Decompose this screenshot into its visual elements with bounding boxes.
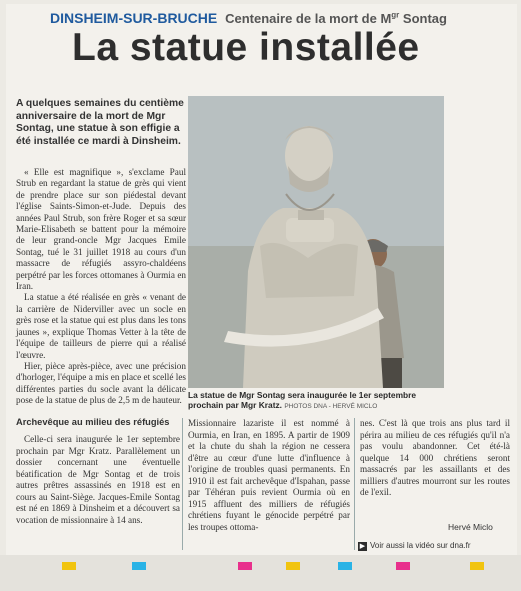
photo-credit: PHOTOS DNA - HERVÉ MICLO	[284, 403, 378, 410]
body-paragraph-1: « Elle est magnifique », s'exclame Paul Strub en regardant la statue de grès qui vient de prendre place sur son piédestal devant l'église Saints-Simon-et-Jude. Depuis des années Paul Strub, son frère Roger et sa sœur Marie-Elisabeth se battent pour la mémoire de leur grand-oncle Mgr Jacques Emile Sontag, tué le 31 juillet 1918 au cours d'un massacre de réfugiés assyro-chaldéens perpétré par les forces ottomanes à Ourmia en Iran.	[16, 167, 186, 292]
color-swatch	[132, 562, 146, 570]
kicker-subtitle: Centenaire de la mort de $M^{gr}$ Sontag	[225, 10, 447, 26]
photo-caption	[188, 390, 444, 412]
column-3-text: nes. C'est là que trois ans plus tard il périra au milieu de ces réfugiés qu'il n'a pas voulu abandonner. Cet été-là quelque 14 000 chrétiens seront massacrés par les assaillants et des milliers d'autres mourront sur les routes de l'exil.	[360, 418, 510, 497]
statue-photo	[188, 96, 444, 388]
body-paragraph-3: Hier, pièce après-pièce, avec une précision d'horloger, l'équipe a mis en place et scellé les différentes parties du socle avant la délicate pose de la statue de plus de 2,5 m de hauteur.	[16, 360, 186, 406]
color-swatch	[238, 562, 252, 570]
color-swatch	[396, 562, 410, 570]
column-divider	[182, 418, 183, 550]
kicker	[50, 10, 447, 26]
author-signature: Hervé Miclo	[448, 522, 493, 532]
column-1-text: Celle-ci sera inaugurée le 1er septembre prochain par Mgr Kratz. Parallèlement un dossier concernant une éventuelle béatification de Mgr Sontag et de trois autres prêtres assassinés en 1918 est en cours au Saint-Siège. Jacques-Emile Sontag est né en 1869 à Dinsheim et a découvert sa vocation de missionnaire à 14 ans.	[16, 434, 180, 525]
section-subhead: Archevêque au milieu des réfugiés	[16, 417, 170, 427]
color-swatch	[286, 562, 300, 570]
video-link-text: Voir aussi la vidéo sur dna.fr	[370, 541, 471, 550]
lead-paragraph: A quelques semaines du centième anniversaire de la mort de Mgr Sontag, une statue à son effigie a été installée ce mardi à Dinsheim.	[16, 98, 184, 147]
body-paragraph-2: La statue a été réalisée en grès « venant de la carrière de Niderviller avec un socle en grès rose et la statue qui est plus dans les tons jaunes », explique Thomas Vetter à la tête de l'équipe de tailleurs de pierre qui a réalisé l'œuvre.	[16, 292, 186, 360]
caption-text: La statue de Mgr Sontag sera inaugurée le 1er septembre prochain par Mgr Kratz.	[188, 390, 417, 410]
column-divider	[354, 418, 355, 550]
article-body	[16, 167, 186, 407]
video-link[interactable]	[358, 541, 471, 551]
print-color-bar	[0, 555, 521, 591]
play-arrow-icon: ▶	[359, 543, 366, 550]
column-1	[16, 434, 180, 526]
column-2-text: Missionnaire lazariste il est nommé à Ourmia, en Iran, en 1895. A partir de 1909 et la chute du shah la région ne cessera d'être au cœur d'une lutte d'influence à l'origine de troubles quasi permanents. En 1910 il est fait archevêque d'Ispahan, passe par Téhéran puis revient Ourmia où en 1915 affluent des milliers de réfugiés chrétiens fuyant le génocide perpétré par les troupes ottoma-	[188, 418, 350, 532]
color-swatch	[338, 562, 352, 570]
color-swatch	[470, 562, 484, 570]
column-2	[188, 418, 350, 533]
statue-photo-illustration	[188, 96, 444, 388]
headline: La statue installée	[72, 26, 420, 69]
column-3	[360, 418, 510, 499]
kicker-place: DINSHEIM-SUR-BRUCHE	[50, 10, 218, 26]
color-swatch	[62, 562, 76, 570]
